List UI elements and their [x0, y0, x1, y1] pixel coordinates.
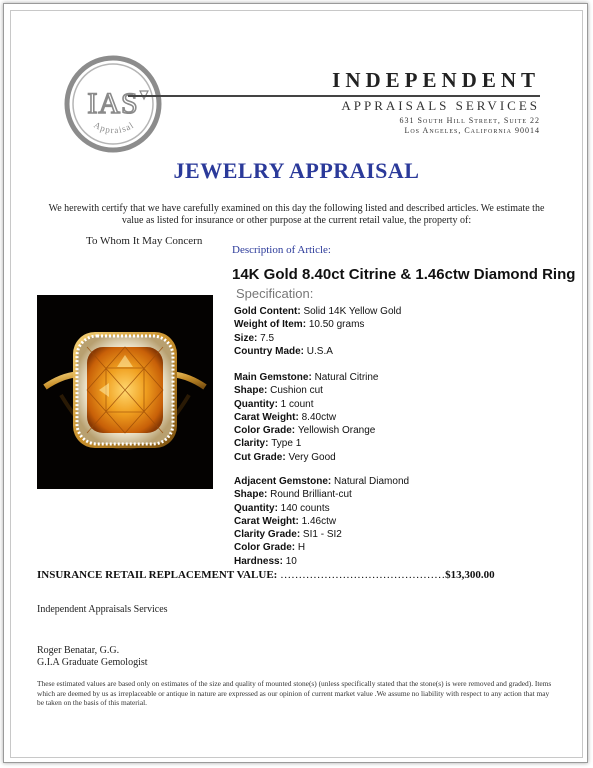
spec-row: Quantity: 1 count — [234, 398, 314, 410]
spec-row: Main Gemstone: Natural Citrine — [234, 372, 379, 383]
spec-general — [234, 305, 401, 358]
spec-row: Carat Weight: 8.40ctw — [234, 411, 337, 423]
company-name: INDEPENDENT — [332, 68, 540, 92]
address-line-2: Los Angeles, California 90014 — [404, 126, 540, 135]
spec-row: Size: 7.5 — [234, 332, 275, 344]
spec-row: Adjacent Gemstone: Natural Diamond — [234, 476, 410, 487]
insurance-value-line — [37, 569, 495, 581]
disclaimer-text: These estimated values are based only on estimates of the size and quality of mounted stone(s) (unless specifically stated that the stone(s) is were removed and graded). Items which are deemed by us as irreplaceable or antique in nature are expressed as our opinion of current market value .We assume no liability with respect to any action that may be taken on the basis of this material. — [37, 679, 552, 708]
insurance-dots: ……………………………………… — [280, 569, 446, 581]
spec-row: Color Grade: H — [234, 542, 306, 554]
spec-row: Country Made: U.S.A — [234, 345, 333, 357]
spec-row: Clarity Grade: SI1 - SI2 — [234, 529, 342, 541]
ring-photo — [37, 295, 213, 489]
certification-text: We herewith certify that we have carefully examined on this day the following listed and described articles. We estimate the value as listed for insurance or other purpose at the current retail value, the property of: — [48, 203, 545, 226]
spec-main-gemstone — [234, 371, 379, 464]
item-title: 14K Gold 8.40ct Citrine & 1.46ctw Diamond Ring — [232, 266, 576, 283]
signing-company: Independent Appraisals Services — [37, 604, 168, 615]
spec-row: Clarity: Type 1 — [234, 438, 302, 450]
spec-row: Cut Grade: Very Good — [234, 451, 336, 463]
company-subtitle: APPRAISALS SERVICES — [341, 98, 540, 113]
spec-row: Carat Weight: 1.46ctw — [234, 515, 337, 527]
spec-row: Shape: Cushion cut — [234, 385, 323, 397]
signer-title: G.I.A Graduate Gemologist — [37, 657, 148, 668]
recipient: To Whom It May Concern — [86, 235, 203, 247]
spec-row: Hardness: 10 — [234, 555, 297, 567]
logo-ring-text: Appraisal — [92, 119, 136, 136]
signer-name: Roger Benatar, G.G. — [37, 645, 120, 656]
document-title: JEWELRY APPRAISAL — [173, 158, 420, 183]
spec-row: Shape: Round Brilliant-cut — [234, 489, 352, 501]
header-rule — [128, 95, 540, 97]
insurance-label: INSURANCE RETAIL REPLACEMENT VALUE: — [37, 569, 278, 581]
address-line-1: 631 South Hill Street, Suite 22 — [399, 116, 540, 125]
specification-label: Specification: — [236, 286, 314, 301]
spec-row: Color Grade: Yellowish Orange — [234, 425, 376, 437]
ias-logo — [64, 55, 162, 153]
description-label: Description of Article: — [232, 244, 331, 256]
spec-row: Weight of Item: 10.50 grams — [234, 319, 365, 331]
insurance-amount: $13,300.00 — [445, 569, 495, 581]
logo-monogram: IAS — [87, 87, 139, 120]
spec-row: Gold Content: Solid 14K Yellow Gold — [234, 306, 402, 317]
spec-adjacent-gemstone — [234, 475, 409, 568]
spec-row: Quantity: 140 counts — [234, 502, 330, 514]
